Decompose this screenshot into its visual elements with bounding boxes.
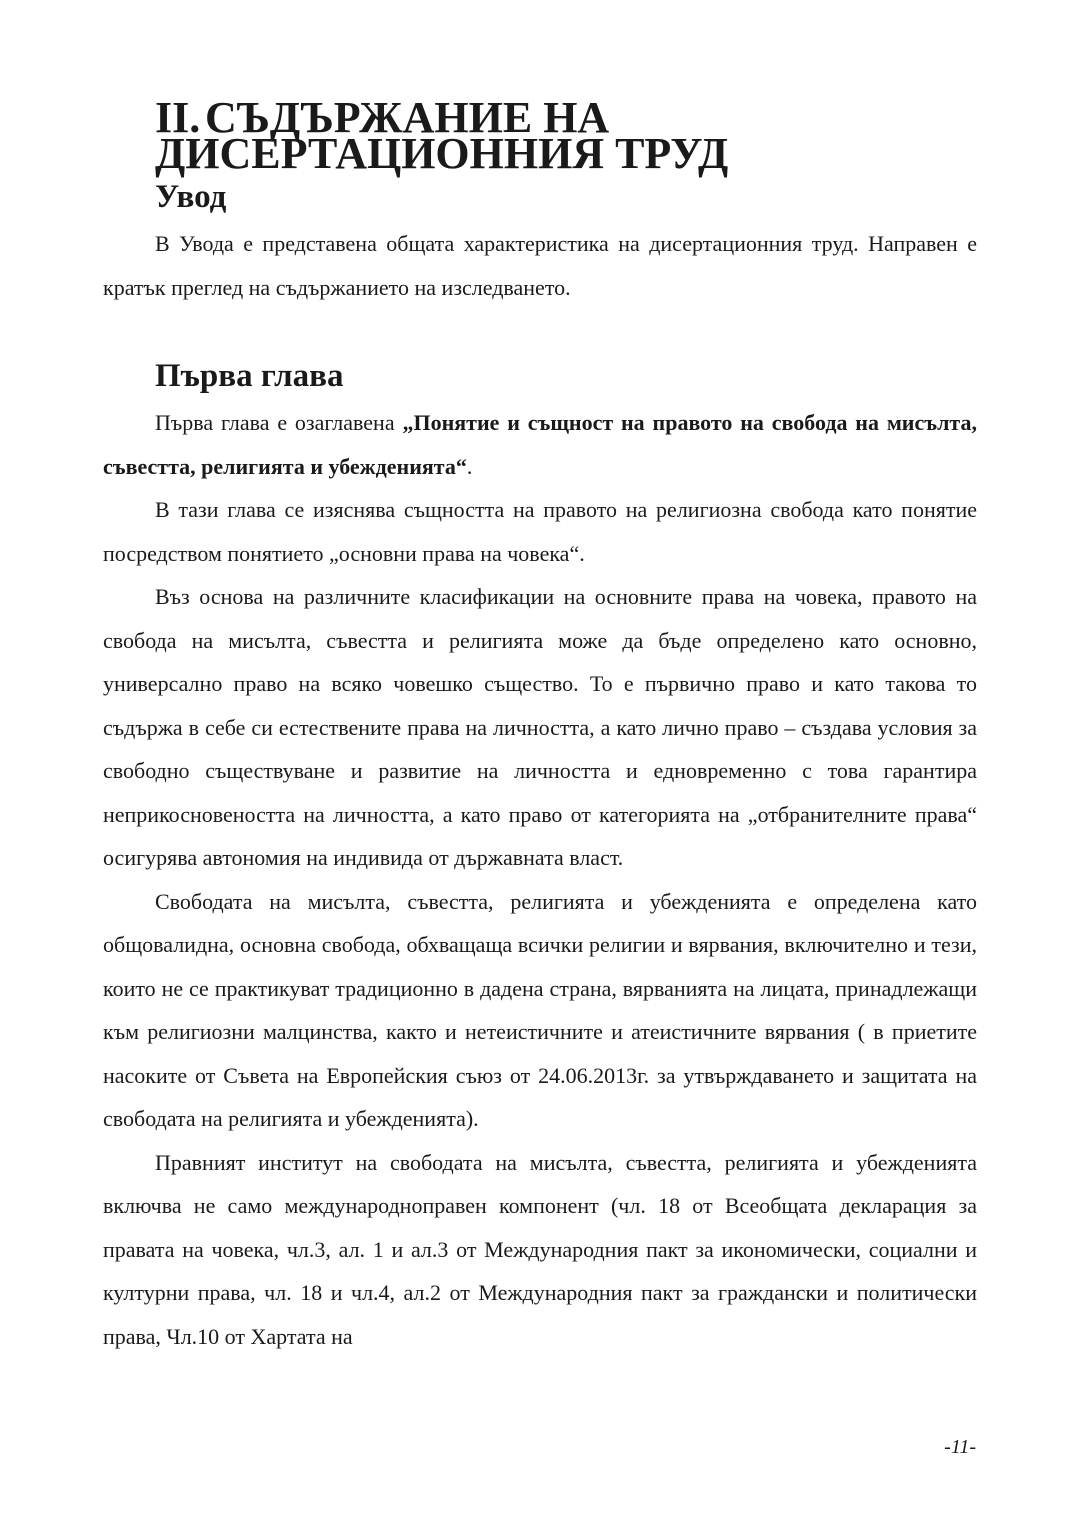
section-number: II. xyxy=(155,93,201,142)
chapter1-paragraph: Въз основа на различните класификации на основните права на човека, правото на свобода на мисълта, съвестта и религията може да бъде определено като основно, универсално право на всяко човешко същество. То е първично право и като такова то съдържа в себе си естествените права на личността, а като лично право – създава условия за свободно съществуване и развитие на личността и едновременно с това гарантира неприкосновеността на личността, а като право от категорията на „отбранителните права“ осигурява автономия на индивида от държавната власт. xyxy=(103,584,977,870)
chapter1-title-paragraph xyxy=(103,401,977,488)
spacer xyxy=(103,309,977,351)
chapter1-title-end: . xyxy=(466,453,473,479)
section-heading xyxy=(103,93,977,178)
chapter1-paragraph: В тази глава се изяснява същността на правото на религиозна свобода като понятие посредством понятието „основни права на човека“. xyxy=(103,497,977,566)
chapter1-paragraph: Свободата на мисълта, съвестта, религията и убежденията е определена като общовалидна, основна свобода, обхващаща всички религии и вярвания, включително и тези, които не се практикуват традиционно в дадена страна, вярванията на лицата, принадлежащи към религиозни малцинства, както и нетеистичните и атеистичните вярвания ( в приетите насоките от Съвета на Европейския съюз от 24.06.2013г. за утвърждаването и защитата на свободата на религията и убежденията). xyxy=(103,888,977,1131)
chapter1-paragraph: Правният институт на свободата на мисълта, съвестта, религията и убежденията включва не само международноправен компонент (чл. 18 от Всеобщата декларация за правата на човека, чл.3, ал. 1 и ал.3 от Международния пакт за икономически, социални и културни права, чл. 18 и чл.4, ал.2 от Международния пакт за граждански и политически права, Чл.10 от Хартата на xyxy=(103,1149,977,1349)
chapter1-heading: Първа глава xyxy=(155,358,344,394)
section-title: СЪДЪРЖАНИЕ НА ДИСЕРТАЦИОННИЯ ТРУД xyxy=(155,93,729,178)
chapter1-title-quote: „Понятие и същност на правото на свобода на мисълта, съвестта, религията и убежденията“ xyxy=(103,410,977,479)
page-number: -11- xyxy=(944,1436,976,1458)
intro-paragraph: В Увода е представена общата характеристика на дисертационния труд. Направен е кратък преглед на съдържанието на изследването. xyxy=(103,231,977,300)
chapter1-title-lead: Първа глава е озаглавена xyxy=(155,410,403,435)
intro-heading: Увод xyxy=(155,179,227,215)
document-page xyxy=(103,93,977,1358)
